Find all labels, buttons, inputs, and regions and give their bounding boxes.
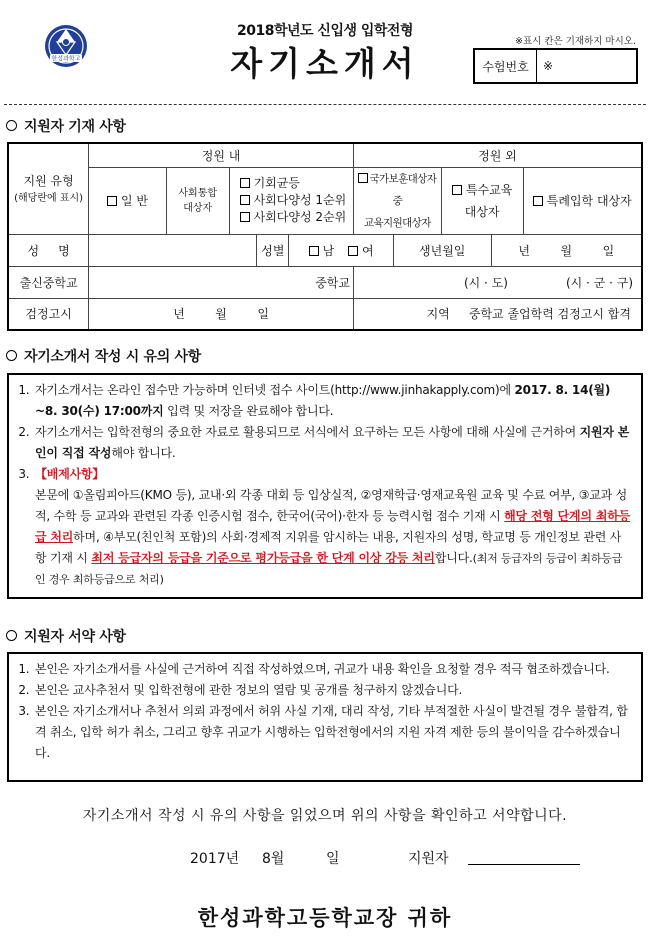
caution-item-2: 2. 자기소개서는 입학전형의 중요한 자료로 활용되므로 서식에서 요구하는 모든 사항에 대해 사실에 근거하여 지원자 본인이 직접 작성해야 합니다. [33,422,631,464]
pledge-year: 2017년 [190,851,240,867]
ged-label: 검정고시 [8,298,89,330]
checkbox-icon[interactable] [309,246,319,256]
pledge-box [7,652,643,782]
exam-number-label: 수험번호 [475,50,537,82]
header-divider [4,104,646,105]
signature-field[interactable] [468,864,580,865]
ged-region-field[interactable]: 지역 중학교 졸업학력 검정고시 합격 [353,298,642,330]
social-integration-label: 사회통합 대상자 [166,167,229,234]
checkbox-icon[interactable] [107,196,117,206]
svg-text:한성과학고: 한성과학고 [51,55,81,63]
pledge-item-3: 3. 본인은 자기소개서나 추천서 의뢰 과정에서 허위 사실 기재, 대리 작성, 기타 부적절한 사실이 발견될 경우 불합격, 합격 취소, 입학 허가 취소, 그리고 향후 귀교가 시행하는 입학전형에서의 지원 자격 제한 등의 불이익을 감수하겠습니다. [33,701,631,764]
option-equal-opportunity[interactable]: 기회균등 [240,175,353,192]
checkbox-icon[interactable] [240,212,250,222]
caution-item-3: 3. 【배제사항】 본문에 ①올림피아드(KMO 등), 교내·외 각종 대회 등 입상실적, ②영재학급·영재교육원 교육 및 수료 여부, ③교과 성적, 수학 등 교과와 관련된 각종 인증시험 점수, 한국어(국어)·한자 등 능력시험 점수 기재 시 해당 전형 단계의 최하등급 처리하며, ④부모(친인척 포함)의 사회·경제적 지위를 암시하는 내용, 지원자의 성명, 학교명 등 개인정보 관련 사항 기재 시 최저 등급자의 등급을 기준으로 평가등급을 한 단계 이상 강등 처리합니다.(최저 등급자의 등급이 최하등급인 경우 최하등급으로 처리) [33,464,631,590]
section-applicant-info-heading: 지원자 기재 사항 [6,116,126,136]
region-field[interactable]: (시 · 도) (시 · 군 · 구) [353,266,642,298]
veteran-option[interactable]: 국가보훈대상자 중 교육지원대상자 [353,167,441,234]
checkbox-icon[interactable] [240,195,250,205]
special-admission-option[interactable]: 특례입학 대상자 [523,167,642,234]
applicant-signature-label: 지원자 [408,851,449,867]
checkbox-icon[interactable] [452,185,462,195]
out-quota-header: 정원 외 [353,143,642,167]
gender-label: 성별 [257,234,289,266]
section-cautions-heading: 자기소개서 작성 시 유의 사항 [6,346,201,366]
pledge-day[interactable]: 일 [326,851,340,867]
checkbox-icon[interactable] [348,246,358,256]
option-diversity-1[interactable]: 사회다양성 1순위 [240,192,353,209]
special-education-option[interactable]: 특수교육 대상자 [441,167,523,234]
name-field[interactable] [89,234,257,266]
birthdate-label: 생년월일 [393,234,491,266]
caution-item-1: 1. 자기소개서는 온라인 접수만 가능하며 인터넷 접수 사이트(http://www.jinhakapply.com)에 2017. 8. 14(월) ~8. 30(수) 17:00까지 입력 및 저장을 완료해야 합니다. [33,380,631,422]
gender-options [289,234,394,266]
pledge-item-2: 2. 본인은 교사추천서 및 입학전형에 관한 정보의 열람 및 공개를 청구하지 않겠습니다. [33,680,631,701]
gender-male[interactable]: 남 [309,244,335,258]
cautions-box [7,373,643,599]
gender-female[interactable]: 여 [348,244,374,258]
in-quota-header: 정원 내 [89,143,354,167]
general-option[interactable]: 일 반 [89,167,167,234]
middle-school-label: 출신중학교 [8,266,89,298]
application-type-label: 지원 유형 (해당란에 표시) [8,143,89,234]
ged-date-field[interactable]: 년 월 일 [89,298,354,330]
birthdate-field[interactable]: 년 월 일 [491,234,642,266]
checkbox-icon[interactable] [533,196,543,206]
pledge-item-1: 1. 본인은 자기소개서를 사실에 근거하여 직접 작성하였으며, 귀교가 내용 확인을 요청할 경우 적극 협조하겠습니다. [33,659,631,680]
pledge-confirmation: 자기소개서 작성 시 유의 사항을 읽었으며 위의 사항을 확인하고 서약합니다. [82,808,568,824]
document-title: 자기소개서 [230,44,420,83]
document-subtitle: 2018학년도 신입생 입학전형 [237,23,413,39]
option-diversity-2[interactable]: 사회다양성 2순위 [240,209,353,226]
checkbox-icon[interactable] [240,178,250,188]
section-pledge-heading: 지원자 서약 사항 [6,626,126,646]
applicant-info-table [7,142,643,331]
instruction-note: ※표시 칸은 기재하지 마시오. [515,36,636,47]
checkbox-icon[interactable] [358,173,368,183]
exam-number-box [473,48,638,84]
name-label: 성 명 [8,234,89,266]
exam-number-field[interactable]: ※ [543,59,554,73]
pledge-month: 8월 [262,851,285,867]
social-integration-options [229,167,353,234]
middle-school-field[interactable]: 중학교 [89,266,354,298]
addressee: 한성과학고등학교장 귀하 [197,906,453,930]
